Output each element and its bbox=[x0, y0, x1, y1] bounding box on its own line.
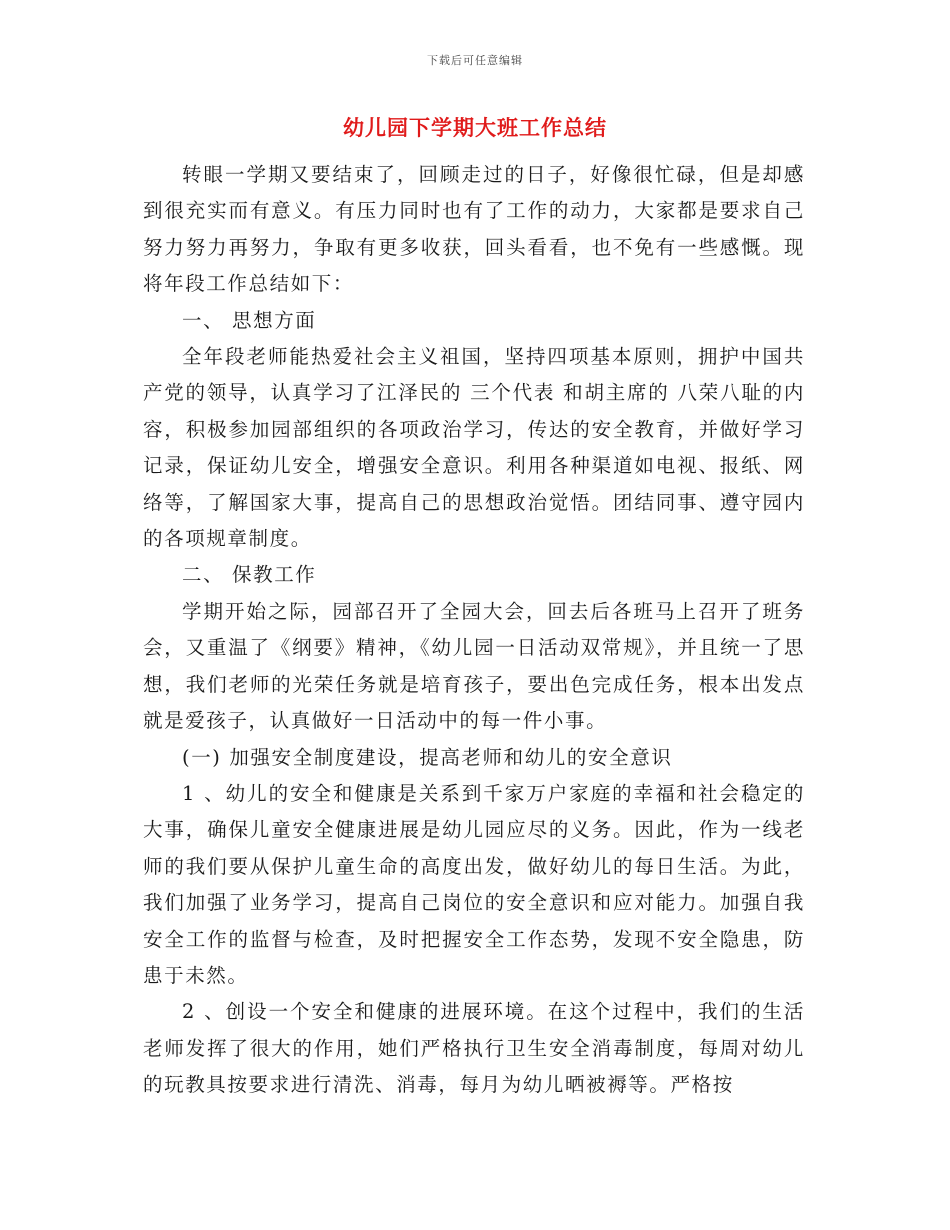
section-heading-thought: 一、 思想方面 bbox=[182, 308, 317, 332]
header-note: 下载后可任意编辑 bbox=[427, 54, 523, 67]
subsection-heading-safety: (一) 加强安全制度建设，提高老师和幼儿的安全意识 bbox=[182, 745, 673, 769]
paragraph-education: 学期开始之际，园部召开了全园大会，回去后各班马上召开了班务会，又重温了《纲要》精神，《幼儿园一日活动双常规》，并且统一了思想，我们老师的光荣任务就是培育孩子，要出色完成任务，根本出发点就是爱孩子，认真做好一日活动中的每一件小事。 bbox=[143, 599, 805, 733]
paragraph-safety-1: 1 、幼儿的安全和健康是关系到千家万户家庭的幸福和社会稳定的大事，确保儿童安全健康进展是幼儿园应尽的义务。因此，作为一线老师的我们要从保护儿童生命的高度出发，做好幼儿的每日生活。为此，我们加强了业务学习，提高自己岗位的安全意识和应对能力。加强自我安全工作的监督与检查，及时把握安全工作态势，发现不安全隐患，防患于未然。 bbox=[143, 781, 805, 987]
document-body bbox=[143, 157, 805, 1104]
paragraph-intro: 转眼一学期又要结束了，回顾走过的日子，好像很忙碌，但是却感到很充实而有意义。有压力同时也有了工作的动力，大家都是要求自己努力努力再努力，争取有更多收获，回头看看，也不免有一些感慨。现将年段工作总结如下： bbox=[143, 163, 805, 296]
paragraph-thought: 全年段老师能热爱社会主义祖国，坚持四项基本原则，拥护中国共产党的领导，认真学习了江泽民的 三个代表 和胡主席的 八荣八耻的内容，积极参加园部组织的各项政治学习，传达的安全教育，并做好学习记录，保证幼儿安全，增强安全意识。利用各种渠道如电视、报纸、网络等，了解国家大事，提高自己的思想政治觉悟。团结同事、遵守园内的各项规章制度。 bbox=[143, 345, 805, 551]
document-title: 幼儿园下学期大班工作总结 bbox=[343, 116, 607, 140]
section-heading-education: 二、 保教工作 bbox=[182, 563, 317, 587]
paragraph-safety-2: 2 、创设一个安全和健康的进展环境。在这个过程中，我们的生活老师发挥了很大的作用，她们严格执行卫生安全消毒制度，每周对幼儿的玩教具按要求进行清洗、消毒，每月为幼儿晒被褥等。严格按 bbox=[143, 1000, 805, 1097]
